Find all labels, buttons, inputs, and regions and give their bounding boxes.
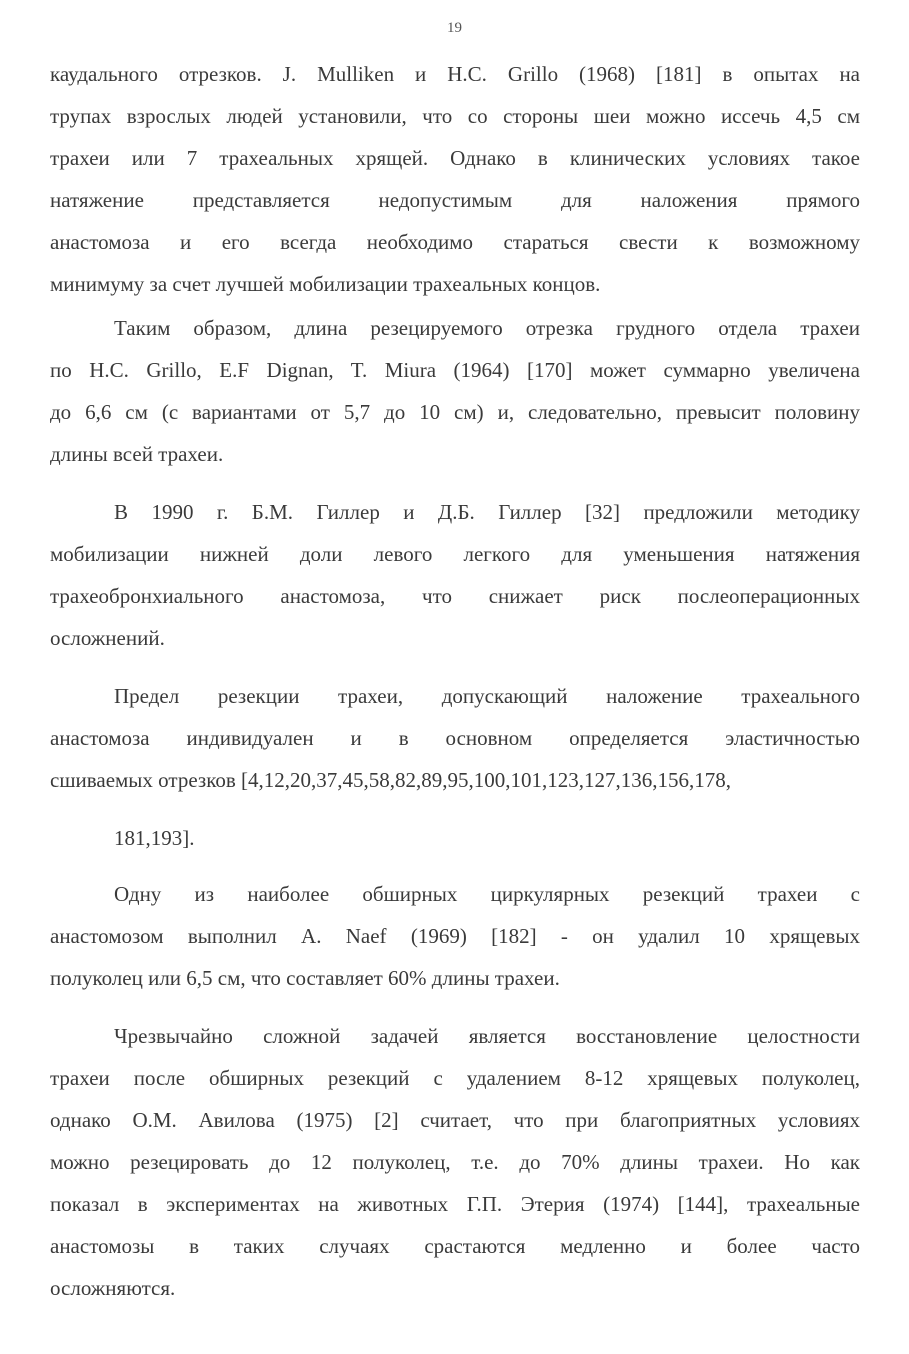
text-line: трахеобронхиального анастомоза, что снижает риск послеоперационных	[50, 584, 860, 608]
text-line: минимуму за счет лучшей мобилизации трахеальных концов.	[50, 272, 601, 296]
text-line: мобилизации нижней доли левого легкого для уменьшения натяжения	[50, 542, 860, 566]
page-number: 19	[447, 20, 462, 36]
text-line: сшиваемых отрезков [4,12,20,37,45,58,82,89,95,100,101,123,127,136,156,178,	[50, 768, 731, 792]
text-line: показал в экспериментах на животных Г.П. Этерия (1974) [144], трахеальные	[50, 1192, 860, 1216]
text-line: Предел резекции трахеи, допускающий наложение трахеального	[114, 684, 860, 708]
text-line: трупах взрослых людей установили, что со стороны шеи можно иссечь 4,5 см	[50, 104, 860, 128]
text-line: Одну из наиболее обширных циркулярных резекций трахеи с	[114, 882, 860, 906]
text-line: полуколец или 6,5 см, что составляет 60% длины трахеи.	[50, 966, 560, 990]
text-line: длины всей трахеи.	[50, 442, 224, 466]
text-line: Таким образом, длина резецируемого отрезка грудного отдела трахеи	[114, 316, 860, 340]
text-line: можно резецировать до 12 полуколец, т.е. до 70% длины трахеи. Но как	[50, 1150, 860, 1174]
text-line: Чрезвычайно сложной задачей является восстановление целостности	[114, 1024, 860, 1048]
text-line: анастомоза индивидуален и в основном определяется эластичностью	[50, 726, 860, 750]
text-line: анастомозом выполнил A. Naef (1969) [182] - он удалил 10 хрящевых	[50, 924, 860, 948]
text-line: однако О.М. Авилова (1975) [2] считает, что при благоприятных условиях	[50, 1108, 860, 1132]
text-line: 181,193].	[114, 826, 195, 850]
text-line: осложнений.	[50, 626, 165, 650]
text-line: натяжение представляется недопустимым для наложения прямого	[50, 188, 860, 212]
text-line: осложняются.	[50, 1276, 176, 1300]
text-line: по H.C. Grillo, E.F Dignan, T. Miura (1964) [170] может суммарно увеличена	[50, 358, 860, 382]
text-line: В 1990 г. Б.М. Гиллер и Д.Б. Гиллер [32] предложили методику	[114, 500, 860, 524]
text-line: каудального отрезков. J. Mulliken и H.C. Grillo (1968) [181] в опытах на	[50, 62, 860, 86]
text-line: до 6,6 см (с вариантами от 5,7 до 10 см) и, следовательно, превысит половину	[50, 400, 860, 424]
text-line: трахеи после обширных резекций с удалением 8-12 хрящевых полуколец,	[50, 1066, 860, 1090]
text-line: анастомозы в таких случаях срастаются медленно и более часто	[50, 1234, 860, 1258]
text-line: трахеи или 7 трахеальных хрящей. Однако в клинических условиях такое	[50, 146, 860, 170]
text-line: анастомоза и его всегда необходимо стараться свести к возможному	[50, 230, 860, 254]
